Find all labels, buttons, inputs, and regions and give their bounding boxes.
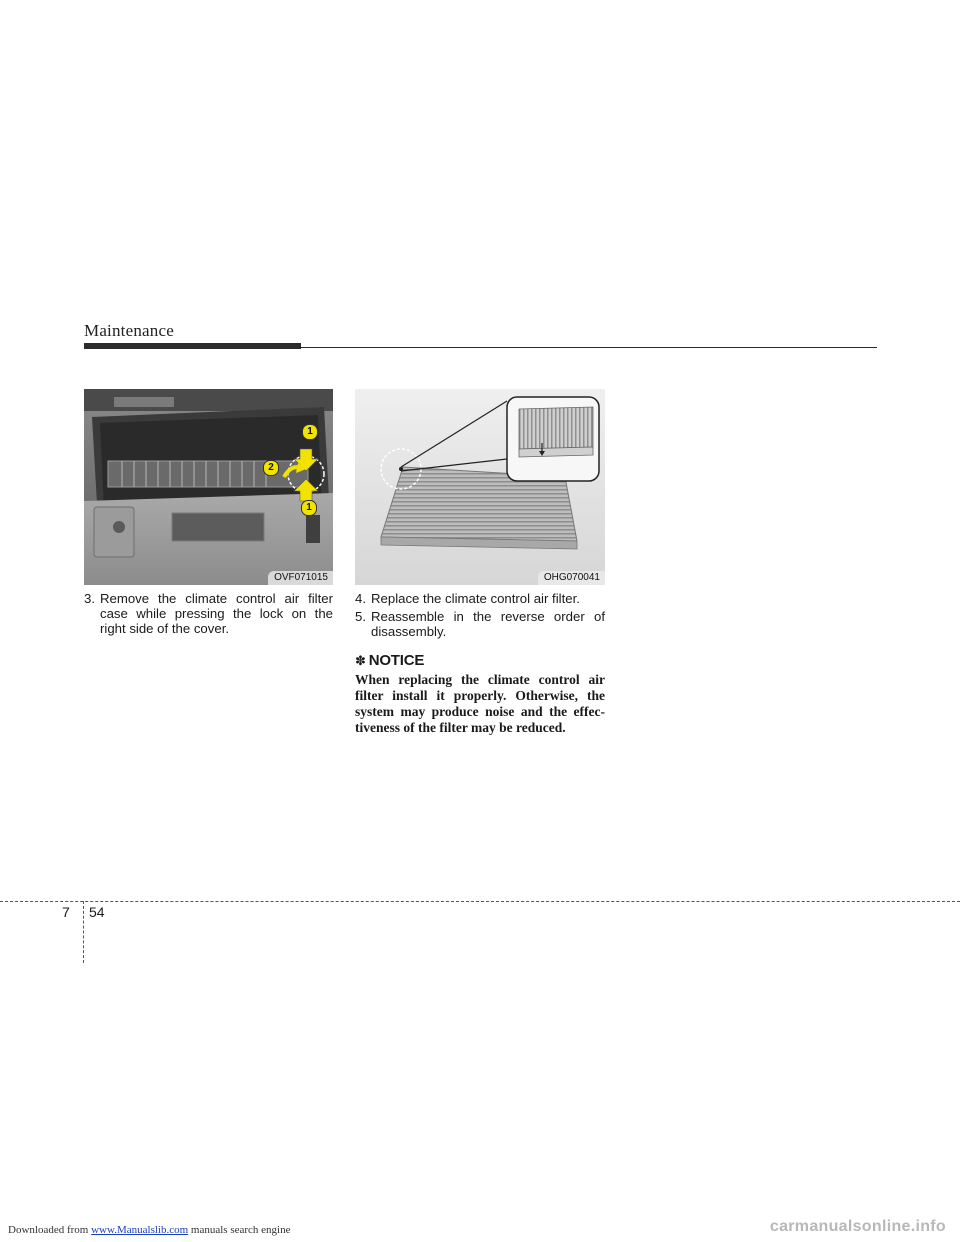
- step-4: [355, 591, 605, 606]
- download-suffix: manuals search engine: [188, 1224, 291, 1236]
- figure-code: OVF071015: [268, 571, 333, 585]
- header-rule-accent: [84, 343, 301, 349]
- figure-code: OHG070041: [538, 571, 605, 585]
- notice-heading: [355, 653, 605, 668]
- step-text: Replace the climate control air filter.: [371, 591, 580, 606]
- step-number: 5.: [355, 609, 366, 624]
- callout-2: 2: [263, 460, 279, 476]
- download-attribution: [8, 1224, 290, 1236]
- step-number: 4.: [355, 591, 366, 606]
- chapter-number: 7: [62, 904, 70, 920]
- air-filter-illustration: [355, 389, 605, 585]
- callout-1-top: 1: [302, 424, 318, 440]
- download-prefix: Downloaded from: [8, 1224, 92, 1236]
- section-title: Maintenance: [84, 321, 174, 340]
- filter-case-illustration: [84, 389, 333, 585]
- step-text: Remove the climate control air filter case while pressing the lock on the right side of the cover.: [100, 591, 333, 636]
- step-text: Reassemble in the reverse order of disassembly.: [371, 609, 605, 639]
- step-3: [84, 591, 333, 636]
- callout-1-bottom: 1: [301, 500, 317, 516]
- footer-divider: [0, 901, 960, 902]
- instructions-left-column: [84, 591, 333, 639]
- instructions-right-column: [355, 591, 605, 736]
- figure-filter-case-removal: [84, 389, 333, 585]
- asterisk-icon: ✽: [355, 653, 366, 668]
- footer-divider-vertical: [83, 901, 84, 963]
- notice-body: When replacing the climate control air filter install it properly. Otherwise, the system may produce noise and the effec-tiveness of the filter may be reduced.: [355, 672, 605, 735]
- notice-title: NOTICE: [368, 652, 425, 669]
- watermark: carmanualsonline.info: [769, 1218, 946, 1235]
- step-number: 3.: [84, 591, 95, 606]
- figure-air-filter: [355, 389, 605, 585]
- step-5: [355, 609, 605, 639]
- page-number: 54: [89, 904, 105, 920]
- manualslib-link[interactable]: www.Manualslib.com: [91, 1224, 189, 1236]
